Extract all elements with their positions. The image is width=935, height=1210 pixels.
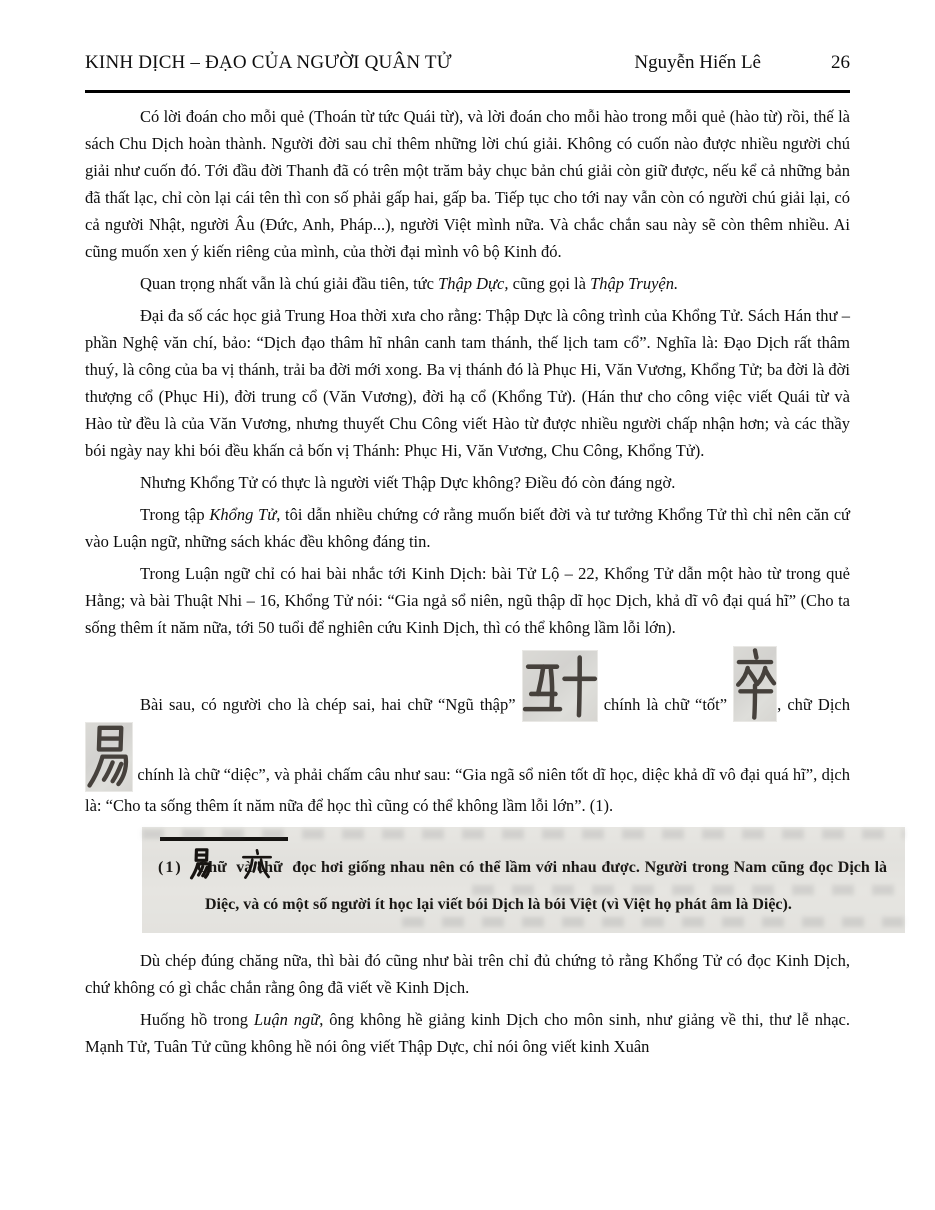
paragraph-7-text: chính là chữ “tốt” — [597, 695, 734, 714]
header-rule — [85, 90, 850, 93]
paragraph-7-text: chính là chữ “diệc”, và phải chấm câu như sau: “Gia ngã sổ niên tốt dĩ học, diệc khả dĩ vô đại quá hĩ”, dịch là: “Cho ta sống thêm ít năm nữa để học thì cũng có thể không lầm lỗi lớn”. (1). — [85, 765, 850, 815]
paragraph-7-text: Bài sau, có người cho là chép sai, hai chữ “Ngũ thập” — [140, 695, 522, 714]
paragraph-5-text: Trong tập — [140, 505, 210, 524]
hanzi-dich-image — [85, 722, 133, 792]
body-text — [85, 103, 888, 1060]
footnote-text-segment: Chữ — [196, 859, 232, 876]
paragraph-9 — [85, 1006, 850, 1060]
paragraph-1: Có lời đoán cho mỗi quẻ (Thoán từ tức Quái từ), và lời đoán cho mỗi hào trong mỗi quẻ (hào từ) rồi, thế là sách Chu Dịch hoàn thành. Người đời sau chỉ thêm những lời chú giải. Không có cuốn nào được nhiều người chú giải như cuốn đó. Tới đầu đời Thanh đã có trên một trăm bảy chục bản chú giải còn giữ được, nếu kể cả những bản đã thất lạc, chỉ còn lại cái tên thì con số phải gấp hai, gấp ba. Tiếp tục cho tới nay vẫn còn có người chú giải lại, có cả người Nhật, người Âu (Đức, Anh, Pháp...), người Việt mình nữa. Và chắc chắn sau này sẽ còn thêm nhiều. Ai cũng muốn xen ý kiến riêng của mình, của thời đại mình vô bộ Kinh đó. — [85, 107, 850, 261]
paragraph-4: Nhưng Khổng Tử có thực là người viết Thập Dực không? Điều đó còn đáng ngờ. — [140, 473, 676, 492]
footnote-marker: (1) — [158, 859, 183, 876]
paragraph-6: Trong Luận ngữ chỉ có hai bài nhắc tới Kinh Dịch: bài Tử Lộ – 22, Khổng Tử dẫn một hào từ trong quẻ Hằng; và bài Thuật Nhi – 16, Khổng Tử nói: “Gia ngả sổ niên, ngũ thập dĩ học Dịch, khả dĩ vô đại quá hĩ” (Cho ta sống thêm ít năm nữa, tới 50 tuổi để nghiên cứu Kinh Dịch, thì có thể không lầm lỗi lớn). — [85, 564, 850, 637]
paragraph-7 — [85, 646, 850, 819]
paragraph-5 — [85, 501, 850, 555]
book-title: KINH DỊCH – ĐẠO CỦA NGƯỜI QUÂN TỬ — [85, 52, 452, 73]
author-name: Nguyễn Hiến Lê — [634, 52, 761, 73]
paragraph-5-text: , tôi dẫn nhiều chứng cớ rằng muốn biết đời và tư tưởng Khổng Tử thì chỉ nên căn cứ vào Luận ngữ, những sách khác đều không đáng tin. — [85, 505, 850, 551]
footnote-text — [158, 847, 887, 919]
paragraph-7-text: , chữ Dịch — [777, 695, 850, 714]
work-title-khong-tu: Khổng Tử — [209, 505, 277, 524]
page-header — [85, 52, 850, 74]
footnote-scan-block — [142, 827, 905, 933]
paragraph-3: Đại đa số các học giả Trung Hoa thời xưa cho rằng: Thập Dực là công trình của Khổng Tử. Sách Hán thư – phần Nghệ văn chí, bảo: “Dịch đạo thâm hĩ nhân canh tam thánh, thế lịch tam cổ”. Nghĩa là: Đạo Dịch rất thâm thuý, là công của ba vị thánh, trải ba đời mới xong. Ba vị thánh đó là Phục Hi, Văn Vương, Khổng Tử; ba đời là đời thượng cổ (Phục Hi), đời trung cổ (Văn Vương), đời hạ cổ (Khổng Tử). (Hán thư cho công việc viết Quái từ và Hào từ đều là của Văn Vương, nhưng thuyết Chu Công viết Hào từ được nhiều người chấp nhận hơn; và các thầy bói ngày nay khi bói đều khấn cả bốn vị Thánh: Phục Hi, Văn Vương, Chu Công, Khổng Tử). — [85, 306, 850, 460]
paragraph-2-text: Quan trọng nhất vẫn là chú giải đầu tiên, tức — [140, 274, 439, 293]
footnote-text-segment: và chữ — [231, 859, 288, 876]
paragraph-8: Dù chép đúng chăng nữa, thì bài đó cũng như bài trên chỉ đủ chứng tỏ rằng Khổng Tử có đọc Kinh Dịch, chứ không có gì chắc chắn rằng ông đã viết về Kinh Dịch. — [85, 951, 850, 997]
paragraph-2 — [85, 270, 850, 297]
work-title-thap-truyen: Thập Truyện. — [590, 274, 679, 293]
hanzi-tot-image — [733, 646, 777, 722]
paragraph-9-text: Huống hồ trong — [140, 1010, 254, 1029]
page-number: 26 — [831, 52, 850, 73]
hanzi-ngu-thap-image — [522, 650, 598, 722]
work-title-luan-ngu: Luận ngữ — [253, 1010, 320, 1029]
footnote-separator-line — [160, 837, 288, 841]
paragraph-2-text: cũng gọi là — [508, 274, 591, 293]
paragraph-9-text: , ông không hề giảng kinh Dịch cho môn sinh, như giảng về thi, thư lễ nhạc. Mạnh Tử, Tuân Tử cũng không hề nói ông viết Thập Dực, chỉ nói ông viết kinh Xuân — [85, 1010, 850, 1056]
work-title-thap-duc: Thập Dực, — [438, 274, 509, 293]
footnote-text-segment: đọc hơi giống nhau nên có thể lầm với nhau được. Người trong Nam cũng đọc Dịch là Diệc, và có một số người ít học lại viết bói Dịch là bói Việt (vì Việt họ phát âm là Diệc). — [205, 859, 888, 913]
